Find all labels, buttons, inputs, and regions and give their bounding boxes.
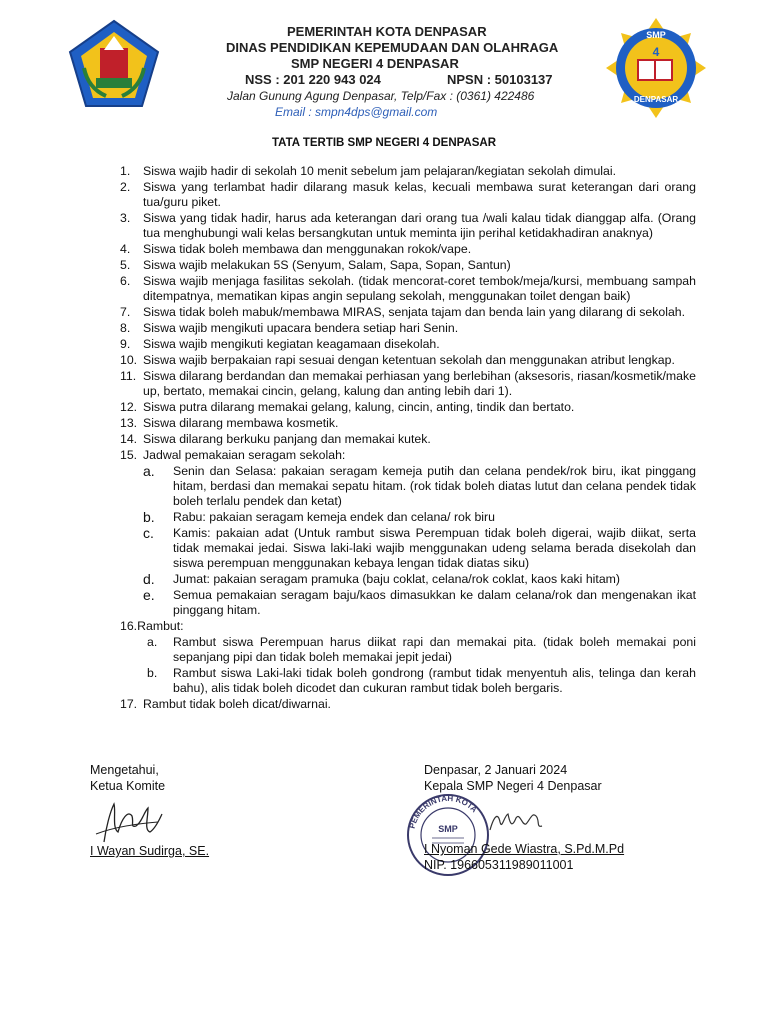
rule-text: Rambut siswa Perempuan harus diikat rapi dan memakai pita. (tidak boleh memakai poni sepanjang pipi dan tidak boleh memakai jepit jedai) (173, 635, 696, 664)
school-logo-text-bottom: DENPASAR (633, 95, 679, 104)
rule-number: 6. (120, 274, 131, 288)
signature-block-left (90, 762, 165, 794)
rule-9 (120, 337, 696, 352)
rule-text: Rambut siswa Laki-laki tidak boleh gondrong (rambut tidak menyentuh alis, telinga dan kerah bahu), alis tidak boleh dicodet dan cukuran rambut tidak boleh bergaris. (173, 666, 696, 695)
rule-11 (120, 369, 696, 399)
rule-number: 11. (120, 369, 137, 383)
rule-7 (120, 305, 696, 320)
rule-text: Siswa yang terlambat hadir dilarang masuk kelas, kecuali membawa surat keterangan dari orang tua/guru piket. (143, 180, 696, 209)
letterhead-text (226, 24, 606, 120)
rule-4 (120, 242, 696, 257)
rule-number: 15. (120, 448, 138, 462)
uniform-item-1 (143, 464, 696, 509)
rule-text: Jadwal pemakaian seragam sekolah: (143, 448, 346, 462)
uniform-item-2 (143, 510, 696, 525)
rule-17 (120, 697, 696, 712)
acknowledged-label: Mengetahui, (90, 763, 159, 777)
rule-text: Senin dan Selasa: pakaian seragam kemeja putih dan celana pendek/rok biru, ikat pinggang hitam, berdasi dan memakai sepatu hitam. (rok tidak boleh diatas lutut dan celana pendek tidak boleh terlalu pendek dan ketat) (173, 464, 696, 508)
rule-number: a. (147, 635, 158, 649)
rule-text: Siswa dilarang berdandan dan memakai perhiasan yang berlebihan (aksesoris, riasan/kosmetik/make up, bertato, memakai cincin, gelang, kalung dan anting lebih dari 1). (143, 369, 696, 398)
rule-number: 9. (120, 337, 131, 351)
document-title: TATA TERTIB SMP NEGERI 4 DENPASAR (271, 137, 497, 149)
uniform-item-3 (143, 526, 696, 571)
school-logo (604, 16, 708, 120)
rule-text: Siswa wajib mengikuti kegiatan keagamaan disekolah. (143, 337, 440, 351)
rule-number: 3. (120, 211, 131, 225)
rule-3 (120, 211, 696, 241)
rule-1 (120, 164, 696, 179)
rule-number: c. (143, 525, 154, 541)
rule-13 (120, 416, 696, 431)
rule-text: Kamis: pakaian adat (Untuk rambut siswa Perempuan tidak boleh digerai, wajib diikat, serta tidak memakai jedai. Siswa laki-laki wajib menggunakan udeng selama berada disekolah dan siswa perempuan menggunakan kebaya lengan tidak diatas siku) (173, 526, 696, 570)
rule-number: 7. (120, 305, 131, 319)
rule-12 (120, 400, 696, 415)
rule-number: 14. (120, 432, 138, 446)
rule-text: Siswa putra dilarang memakai gelang, kalung, cincin, anting, tindik dan bertato. (143, 400, 575, 414)
rule-number: 5. (120, 258, 131, 272)
rule-text: Rambut tidak boleh dicat/diwarnai. (143, 697, 331, 711)
hair-rule-2 (143, 666, 696, 696)
letterhead-npsn: NPSN : 50103137 (447, 72, 553, 87)
school-logo-text-top: SMP (646, 30, 666, 40)
rule-number: 17. (120, 697, 138, 711)
rule-5 (120, 258, 696, 273)
letterhead-address: Jalan Gunung Agung Denpasar, Telp/Fax : (0361) 422486 (227, 89, 535, 103)
rule-2 (120, 180, 696, 210)
handwritten-signature-left (92, 798, 166, 846)
rule-text: Rambut: (137, 619, 184, 633)
rule-number: 4. (120, 242, 131, 256)
uniform-item-5 (143, 588, 696, 618)
letterhead-school-name: SMP NEGERI 4 DENPASAR (291, 56, 459, 71)
principal-title: Kepala SMP Negeri 4 Denpasar (424, 779, 602, 793)
rule-text: Siswa dilarang membawa kosmetik. (143, 416, 339, 430)
letterhead-email: Email : smpn4dps@gmail.com (275, 105, 438, 119)
rule-text: Jumat: pakaian seragam pramuka (baju coklat, celana/rok coklat, kaos kaki hitam) (173, 572, 620, 586)
rule-text: Semua pemakaian seragam baju/kaos dimasukkan ke dalam celana/rok dan mengenakan ikat pinggang hitam. (173, 588, 696, 617)
rule-text: Siswa tidak boleh mabuk/membawa MIRAS, senjata tajam dan benda lain yang dilarang di sekolah. (143, 305, 686, 319)
letterhead-government: PEMERINTAH KOTA DENPASAR (287, 24, 487, 39)
rule-number: 12. (120, 400, 138, 414)
stamp-center-text: SMP (438, 824, 458, 834)
rule-number: 13. (120, 416, 138, 430)
letterhead-department: DINAS PENDIDIKAN KEPEMUDAAN DAN OLAHRAGA (226, 40, 559, 55)
letterhead-ids (245, 72, 606, 88)
rule-number: b. (143, 509, 155, 525)
rule-number: 1. (120, 164, 131, 178)
rule-6 (120, 274, 696, 304)
rule-text: Siswa wajib menjaga fasilitas sekolah. (tidak mencorat-coret tembok/meja/kursi, membuang sampah ditempatnya, mematikan kipas angin sepulang sekolah, menggunakan toilet dengan baik) (143, 274, 696, 303)
school-logo-text-num: 4 (652, 45, 660, 59)
rule-text: Rabu: pakaian seragam kemeja endek dan celana/ rok biru (173, 510, 495, 524)
rule-14 (120, 432, 696, 447)
hair-rule-1 (143, 635, 696, 665)
uniform-item-4 (143, 572, 696, 587)
rule-8 (120, 321, 696, 336)
rule-text: Siswa wajib hadir di sekolah 10 menit sebelum jam pelajaran/kegiatan sekolah dimulai. (143, 164, 617, 178)
rule-number: e. (143, 587, 155, 603)
rule-number: d. (143, 571, 155, 587)
handwritten-signature-right (486, 806, 546, 836)
committee-chair-name: I Wayan Sudirga, SE. (90, 844, 210, 858)
rule-number: 2. (120, 180, 131, 194)
rule-text: Siswa dilarang berkuku panjang dan memakai kutek. (143, 432, 431, 446)
rules-list (120, 164, 696, 713)
letterhead (0, 0, 768, 128)
principal-nip: NIP. 196605311989011001 (424, 858, 574, 872)
stamp-top-text: PEMERINTAH KOTA (407, 793, 479, 830)
city-emblem-logo (66, 18, 162, 114)
rule-number: 8. (120, 321, 131, 335)
rule-number: b. (147, 666, 158, 680)
rule-text: Siswa wajib berpakaian rapi sesuai dengan ketentuan sekolah dan menggunakan atribut lengkap. (143, 353, 675, 367)
rule-number: 16. (120, 619, 138, 633)
rule-number: 10. (120, 353, 138, 367)
rule-text: Siswa wajib mengikuti upacara bendera setiap hari Senin. (143, 321, 459, 335)
rule-text: Siswa tidak boleh membawa dan menggunakan rokok/vape. (143, 242, 472, 256)
place-date: Denpasar, 2 Januari 2024 (424, 763, 568, 777)
rule-10 (120, 353, 696, 368)
committee-title: Ketua Komite (90, 779, 166, 793)
rule-number: a. (143, 463, 155, 479)
rule-text: Siswa wajib melakukan 5S (Senyum, Salam, Sapa, Sopan, Santun) (143, 258, 511, 272)
rule-16 (120, 619, 696, 634)
rule-15 (120, 448, 696, 463)
rule-text: Siswa yang tidak hadir, harus ada keterangan dari orang tua /wali kalau tidak dianggap alfa. (Orang tua menghubungi wali kelas bersangkutan untuk meminta ijin perihal ketidakhadiran anaknya) (143, 211, 696, 240)
letterhead-nss: NSS : 201 220 943 024 (245, 72, 381, 87)
principal-name: I Nyoman Gede Wiastra, S.Pd.M.Pd (424, 842, 625, 856)
